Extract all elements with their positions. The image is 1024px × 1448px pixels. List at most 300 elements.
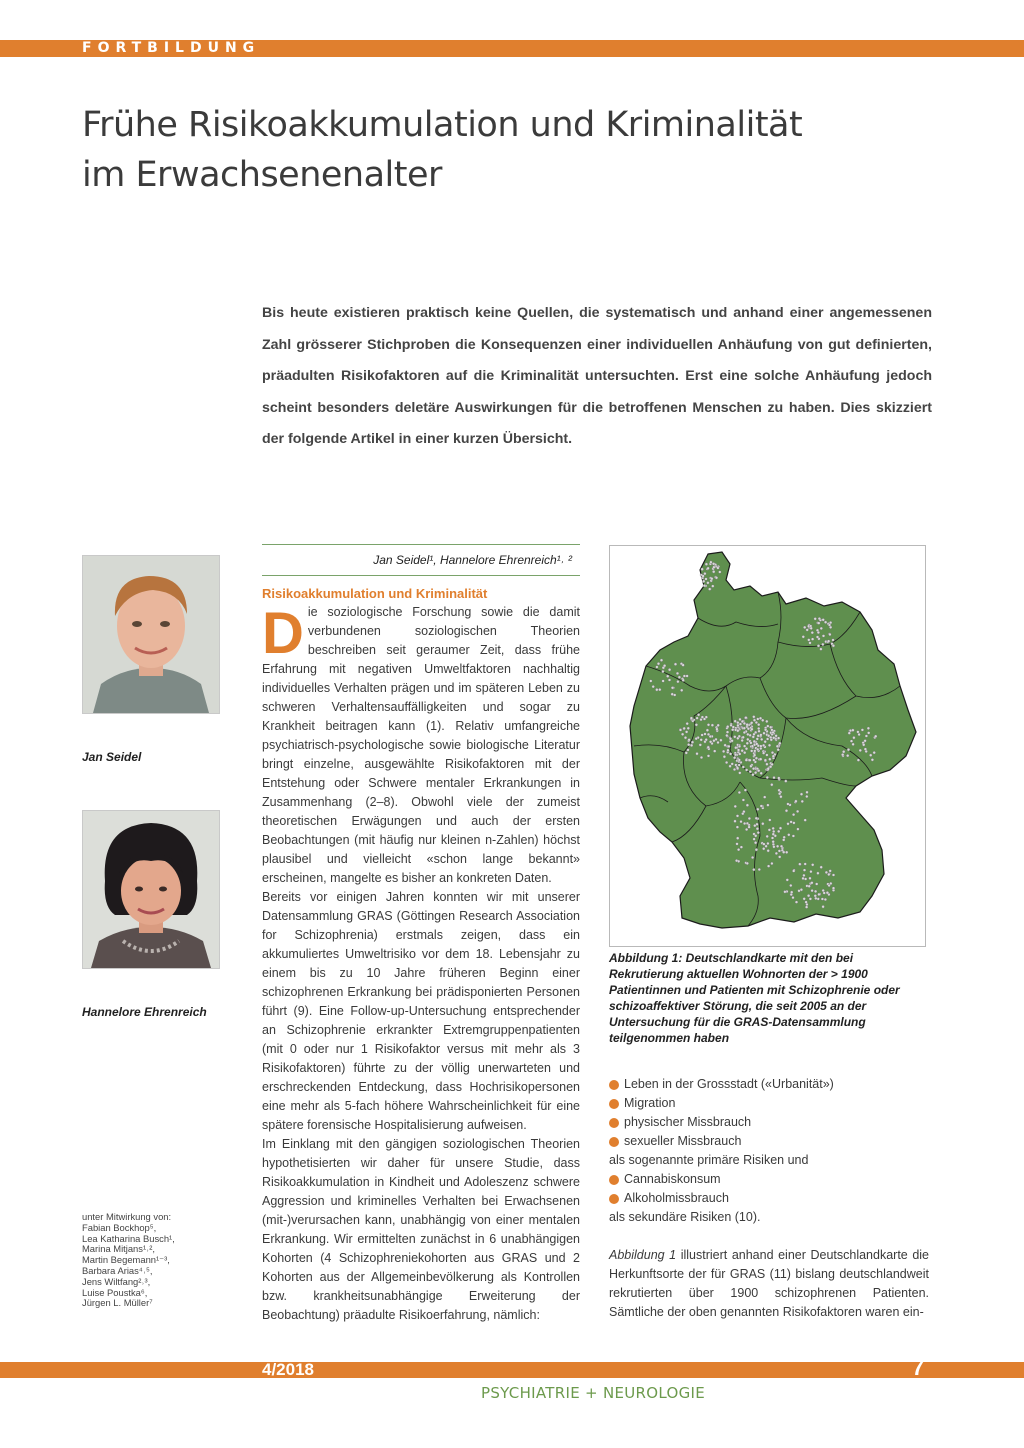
- location-dot: [726, 731, 729, 734]
- location-dot: [681, 733, 684, 736]
- body-column: [262, 584, 580, 1325]
- location-dot: [847, 748, 850, 751]
- location-dot: [662, 670, 665, 673]
- location-dot: [763, 843, 766, 846]
- figure-caption: Abbildung 1: Deutschlandkarte mit den bei Rekrutierung aktuellen Wohnorten der > 1900 Patientinnen und Patienten mit Schizophrenie oder schizoaffektiver Störung, die seit 2005 an der Untersuchung für die GRAS-Datensammlung teilgenommen haben: [609, 951, 900, 1045]
- location-dot: [771, 729, 774, 732]
- location-dot: [862, 743, 865, 746]
- location-dot: [752, 736, 755, 739]
- location-dot: [792, 835, 795, 838]
- location-dot: [784, 780, 787, 783]
- location-dot: [756, 827, 759, 830]
- location-dot: [857, 759, 860, 762]
- location-dot: [754, 771, 757, 774]
- location-dot: [780, 845, 783, 848]
- location-dot: [852, 729, 855, 732]
- location-dot: [811, 863, 814, 866]
- location-dot: [804, 878, 807, 881]
- footer-bar: [0, 1362, 1024, 1378]
- location-dot: [757, 723, 760, 726]
- location-dot: [760, 772, 763, 775]
- location-dot: [818, 617, 821, 620]
- location-dot: [806, 791, 809, 794]
- location-dot: [787, 803, 790, 806]
- title-line-1: Frühe Risikoakkumulation und Kriminalität: [82, 105, 803, 145]
- location-dot: [829, 870, 832, 873]
- location-dot: [703, 718, 706, 721]
- location-dot: [846, 754, 849, 757]
- location-dot: [738, 764, 741, 767]
- location-dot: [705, 738, 708, 741]
- location-dot: [711, 585, 714, 588]
- risk-list-item: Migration: [609, 1094, 929, 1113]
- location-dot: [676, 672, 679, 675]
- location-dot: [757, 734, 760, 737]
- location-dot: [852, 743, 855, 746]
- location-dot: [762, 744, 765, 747]
- location-dot: [757, 727, 760, 730]
- location-dot: [806, 629, 809, 632]
- location-dot: [861, 729, 864, 732]
- location-dot: [822, 618, 825, 621]
- location-dot: [753, 824, 756, 827]
- location-dot: [755, 757, 758, 760]
- location-dot: [682, 664, 685, 667]
- location-dot: [753, 838, 756, 841]
- title-line-2: im Erwachsenenalter: [82, 155, 442, 195]
- location-dot: [777, 830, 780, 833]
- portrait-illustration: [83, 811, 219, 968]
- location-dot: [687, 749, 690, 752]
- author-photo-seidel: [82, 555, 220, 714]
- location-dot: [832, 639, 835, 642]
- location-dot: [752, 715, 755, 718]
- location-dot: [741, 739, 744, 742]
- location-dot: [699, 744, 702, 747]
- location-dot: [804, 819, 807, 822]
- location-dot: [763, 732, 766, 735]
- location-dot: [772, 827, 775, 830]
- location-dot: [743, 751, 746, 754]
- location-dot: [778, 856, 781, 859]
- location-dot: [817, 872, 820, 875]
- location-dot: [814, 890, 817, 893]
- lead-paragraph: Bis heute existieren praktisch keine Quellen, die systematisch und anhand einer angemessenen Zahl grösserer Stichproben die Konsequenzen einer individuellen Anhäufung von gut definierten, präadulten Risikofaktoren auf die Kriminalität untersuchten. Erst eine solche Anhäufung jedoch scheint besonders deletäre Auswirkungen für die betroffenen Menschen zu haben. Dies skizziert der folgende Artikel in einer kurzen Übersicht.: [262, 305, 932, 447]
- location-dot: [705, 578, 708, 581]
- location-dot: [755, 721, 758, 724]
- location-dot: [765, 720, 768, 723]
- location-dot: [759, 717, 762, 720]
- location-dot: [757, 769, 760, 772]
- location-dot: [832, 644, 835, 647]
- location-dot: [867, 732, 870, 735]
- location-dot: [825, 871, 828, 874]
- location-dot: [690, 717, 693, 720]
- location-dot: [768, 829, 771, 832]
- location-dot: [811, 889, 814, 892]
- location-dot: [713, 566, 716, 569]
- location-dot: [770, 783, 773, 786]
- location-dot: [818, 893, 821, 896]
- location-dot: [734, 805, 737, 808]
- location-dot: [660, 659, 663, 662]
- location-dot: [703, 584, 706, 587]
- body-paragraph: [262, 603, 580, 888]
- figure-reference: Abbildung 1: [609, 1248, 677, 1262]
- location-dot: [750, 742, 753, 745]
- location-dot: [752, 773, 755, 776]
- location-dot: [766, 754, 769, 757]
- location-dot: [755, 817, 758, 820]
- location-dot: [717, 567, 720, 570]
- location-dot: [736, 843, 739, 846]
- location-dot: [738, 759, 741, 762]
- location-dot: [787, 833, 790, 836]
- location-dot: [738, 753, 741, 756]
- location-dot: [798, 863, 801, 866]
- location-dot: [790, 821, 793, 824]
- location-dot: [705, 563, 708, 566]
- location-dot: [710, 577, 713, 580]
- location-dot: [828, 624, 831, 627]
- location-dot: [684, 736, 687, 739]
- location-dot: [766, 738, 769, 741]
- location-dot: [867, 727, 870, 730]
- location-dot: [795, 800, 798, 803]
- location-dot: [695, 737, 698, 740]
- location-dot: [768, 758, 771, 761]
- location-dot: [748, 826, 751, 829]
- location-dot: [748, 817, 751, 820]
- location-dot: [822, 905, 825, 908]
- photo-caption-ehrenreich: Hannelore Ehrenreich: [82, 1005, 207, 1019]
- location-dot: [760, 734, 763, 737]
- location-dot: [677, 680, 680, 683]
- location-dot: [762, 752, 765, 755]
- location-dot: [679, 729, 682, 732]
- location-dot: [680, 689, 683, 692]
- location-dot: [736, 721, 739, 724]
- risk-list-item: Alkoholmissbrauch: [609, 1189, 929, 1208]
- location-dot: [809, 877, 812, 880]
- location-dot: [738, 745, 741, 748]
- location-dot: [746, 862, 749, 865]
- location-dot: [796, 810, 799, 813]
- location-dot: [792, 813, 795, 816]
- location-dot: [712, 562, 715, 565]
- location-dot: [811, 631, 814, 634]
- location-dot: [751, 745, 754, 748]
- location-dot: [733, 735, 736, 738]
- contributor-name: Marina Mitjans¹˒²,: [82, 1243, 155, 1255]
- location-dot: [723, 755, 726, 758]
- location-dot: [738, 791, 741, 794]
- location-dot: [683, 675, 686, 678]
- location-dot: [663, 664, 666, 667]
- location-dot: [802, 877, 805, 880]
- location-dot: [742, 736, 745, 739]
- location-dot: [771, 862, 774, 865]
- page-number: 7: [912, 1355, 925, 1380]
- location-dot: [733, 756, 736, 759]
- location-dot: [704, 572, 707, 575]
- risk-list-item: physischer Missbrauch: [609, 1113, 929, 1132]
- location-dot: [814, 897, 817, 900]
- germany-map-figure: [609, 545, 926, 947]
- location-dot: [741, 749, 744, 752]
- location-dot: [668, 668, 671, 671]
- contributor-name: Luise Poustka⁶,: [82, 1286, 148, 1298]
- location-dot: [815, 883, 818, 886]
- location-dot: [805, 906, 808, 909]
- contributor-name: Martin Begemann¹⁻³,: [82, 1254, 170, 1266]
- location-dot: [729, 753, 732, 756]
- location-dot: [702, 580, 705, 583]
- location-dot: [734, 820, 737, 823]
- location-dot: [853, 736, 856, 739]
- location-dot: [873, 751, 876, 754]
- location-dot: [731, 763, 734, 766]
- location-dot: [744, 789, 747, 792]
- location-dot: [797, 828, 800, 831]
- location-dot: [696, 752, 699, 755]
- location-dot: [736, 737, 739, 740]
- location-dot: [753, 750, 756, 753]
- location-dot: [765, 845, 768, 848]
- location-dot: [750, 750, 753, 753]
- location-dot: [766, 835, 769, 838]
- location-dot: [743, 810, 746, 813]
- location-dot: [707, 733, 710, 736]
- location-dot: [869, 754, 872, 757]
- location-dot: [772, 755, 775, 758]
- location-dot: [822, 635, 825, 638]
- contributor-name: Lea Katharina Busch¹,: [82, 1232, 175, 1244]
- location-dot: [700, 738, 703, 741]
- location-dot: [695, 723, 698, 726]
- location-dot: [712, 570, 715, 573]
- location-dot: [707, 723, 710, 726]
- location-dot: [735, 859, 738, 862]
- location-dot: [736, 826, 739, 829]
- location-dot: [702, 575, 705, 578]
- location-dot: [803, 897, 806, 900]
- location-dot: [658, 688, 661, 691]
- location-dot: [787, 822, 790, 825]
- location-dot: [749, 770, 752, 773]
- location-dot: [687, 727, 690, 730]
- location-dot: [682, 679, 685, 682]
- location-dot: [777, 748, 780, 751]
- location-dot: [710, 561, 713, 564]
- location-dot: [859, 749, 862, 752]
- location-dot: [756, 808, 759, 811]
- location-dot: [809, 898, 812, 901]
- location-dot: [756, 718, 759, 721]
- location-dot: [716, 728, 719, 731]
- location-dot: [817, 644, 820, 647]
- location-dot: [718, 571, 721, 574]
- location-dot: [824, 898, 827, 901]
- location-dot: [713, 739, 716, 742]
- location-dot: [769, 765, 772, 768]
- location-dot: [864, 748, 867, 751]
- location-dot: [795, 901, 798, 904]
- location-dot: [803, 869, 806, 872]
- location-dot: [809, 642, 812, 645]
- location-dot: [802, 635, 805, 638]
- location-dot: [759, 758, 762, 761]
- location-dot: [750, 721, 753, 724]
- location-dot: [683, 727, 686, 730]
- location-dot: [696, 717, 699, 720]
- location-dot: [807, 894, 810, 897]
- location-dot: [829, 633, 832, 636]
- location-dot: [778, 742, 781, 745]
- location-dot: [717, 724, 720, 727]
- location-dot: [766, 725, 769, 728]
- location-dot: [707, 581, 710, 584]
- location-dot: [772, 840, 775, 843]
- location-dot: [780, 795, 783, 798]
- location-dot: [749, 759, 752, 762]
- location-dot: [708, 588, 711, 591]
- location-dot: [736, 815, 739, 818]
- location-dot: [773, 776, 776, 779]
- location-dot: [737, 724, 740, 727]
- body-paragraph: Bereits vor einigen Jahren konnten wir mit unserer Datensammlung GRAS (Göttingen Research Association for Schizophrenia) erstmals zeigen, dass ein akkumuliertes Umweltrisiko vor dem 18. Lebensjahr zu einem bis zu 10 Jahre früheren Beginn einer schizophrenen Erkrankung bei prädisponierten Personen führt (9). Eine Follow-up-Untersuchung entsprechender an Schizophrenie erkrankter Extremgruppenpatienten (mit 0 oder nur 1 Risikofaktor versus mit mehr als 3 Risikofaktoren) führte zu der völlig unerwarteten und erschreckenden Entdeckung, dass Hochrisikopersonen eine mehr als 5-fach höhere Wahrscheinlichkeit für eine spätere forensische Hospitalisierung aufweisen.: [262, 890, 580, 1132]
- location-dot: [736, 837, 739, 840]
- location-dot: [743, 727, 746, 730]
- location-dot: [814, 894, 817, 897]
- location-dot: [745, 769, 748, 772]
- location-dot: [805, 795, 808, 798]
- location-dot: [752, 868, 755, 871]
- location-dot: [739, 718, 742, 721]
- location-dot: [757, 831, 760, 834]
- location-dot: [778, 850, 781, 853]
- location-dot: [656, 666, 659, 669]
- location-dot: [760, 745, 763, 748]
- contributor-name: Fabian Bockhop⁵,: [82, 1221, 157, 1233]
- location-dot: [655, 688, 658, 691]
- location-dot: [733, 768, 736, 771]
- location-dot: [785, 851, 788, 854]
- location-dot: [772, 833, 775, 836]
- location-dot: [790, 891, 793, 894]
- location-dot: [678, 676, 681, 679]
- location-dot: [706, 729, 709, 732]
- location-dot: [820, 866, 823, 869]
- risk-list-item: Cannabiskonsum: [609, 1170, 929, 1189]
- location-dot: [753, 719, 756, 722]
- location-dot: [685, 752, 688, 755]
- location-dot: [745, 759, 748, 762]
- risk-list-note: als sogenannte primäre Risiken und: [609, 1153, 809, 1167]
- location-dot: [792, 896, 795, 899]
- location-dot: [811, 881, 814, 884]
- location-dot: [805, 901, 808, 904]
- location-dot: [821, 643, 824, 646]
- location-dot: [740, 820, 743, 823]
- location-dot: [743, 745, 746, 748]
- location-dot: [657, 662, 660, 665]
- location-dot: [737, 848, 740, 851]
- location-dot: [841, 753, 844, 756]
- location-dot: [668, 679, 671, 682]
- location-dot: [756, 738, 759, 741]
- location-dot: [770, 738, 773, 741]
- location-dot: [785, 809, 788, 812]
- location-dot: [782, 839, 785, 842]
- portrait-illustration: [83, 556, 219, 713]
- location-dot: [671, 686, 674, 689]
- journal-name: PSYCHIATRIE + NEUROLOGIE: [481, 1384, 706, 1402]
- risk-list-item: Leben in der Grossstadt («Urbanität»): [609, 1075, 929, 1094]
- location-dot: [771, 751, 774, 754]
- location-dot: [786, 879, 789, 882]
- location-dot: [804, 863, 807, 866]
- article-title: [82, 100, 882, 200]
- location-dot: [713, 750, 716, 753]
- contributor-name: Jürgen L. Müller⁷: [82, 1297, 153, 1309]
- location-dot: [808, 885, 811, 888]
- location-dot: [793, 822, 796, 825]
- location-dot: [782, 851, 785, 854]
- location-dot: [817, 631, 820, 634]
- location-dot: [674, 663, 677, 666]
- location-dot: [734, 720, 737, 723]
- location-dot: [842, 750, 845, 753]
- location-dot: [871, 758, 874, 761]
- section-heading: Risikoakkumulation und Kriminalität: [262, 586, 488, 601]
- location-dot: [717, 741, 720, 744]
- location-dot: [874, 735, 877, 738]
- location-dot: [762, 847, 765, 850]
- location-dot: [671, 693, 674, 696]
- location-dot: [817, 622, 820, 625]
- location-dot: [734, 746, 737, 749]
- location-dot: [720, 739, 723, 742]
- location-dot: [803, 874, 806, 877]
- location-dot: [745, 747, 748, 750]
- location-dot: [728, 745, 731, 748]
- location-dot: [700, 718, 703, 721]
- location-dot: [850, 740, 853, 743]
- location-dot: [772, 830, 775, 833]
- location-dot: [662, 680, 665, 683]
- location-dot: [726, 725, 729, 728]
- location-dot: [820, 648, 823, 651]
- location-dot: [772, 736, 775, 739]
- section-label: FORTBILDUNG: [82, 40, 261, 56]
- location-dot: [729, 765, 732, 768]
- location-dot: [764, 740, 767, 743]
- location-dot: [776, 745, 779, 748]
- location-dot: [701, 568, 704, 571]
- location-dot: [800, 888, 803, 891]
- paragraph-text: ie soziologische Forschung sowie die damit verbundenen soziologischen Theorien beschreiben seit geraumer Zeit, dass frühe Erfahrung mit negativen Umweltfaktoren nachhaltig individuelles Verhalten prägen und im späteren Leben zu schweren Verhaltensauffälligkeiten und sogar zu Krankheit beitragen kann (1). Relativ umfangreiche psychiatrisch-psychologische sowie biologische Literatur bringt einzelne, ausgewählte Risikofaktoren mit der Entstehung oder Schwere mentaler Erkrankungen in Zusammenhang (2–8). Obwohl viele der zumeist theoretischen Erwägungen und auch der ersten Beobachtungen (mit häufig nur kleinen n-Zahlen) höchst plausibel und vielleicht «schon lange bekannt» erscheinen, mangelte es bisher an konkreten Daten.: [262, 605, 580, 885]
- location-dot: [745, 716, 748, 719]
- location-dot: [792, 870, 795, 873]
- location-dot: [814, 617, 817, 620]
- germany-map: [610, 546, 925, 946]
- body-paragraph: [609, 1246, 929, 1322]
- location-dot: [801, 800, 804, 803]
- location-dot: [756, 748, 759, 751]
- location-dot: [742, 799, 745, 802]
- location-dot: [800, 793, 803, 796]
